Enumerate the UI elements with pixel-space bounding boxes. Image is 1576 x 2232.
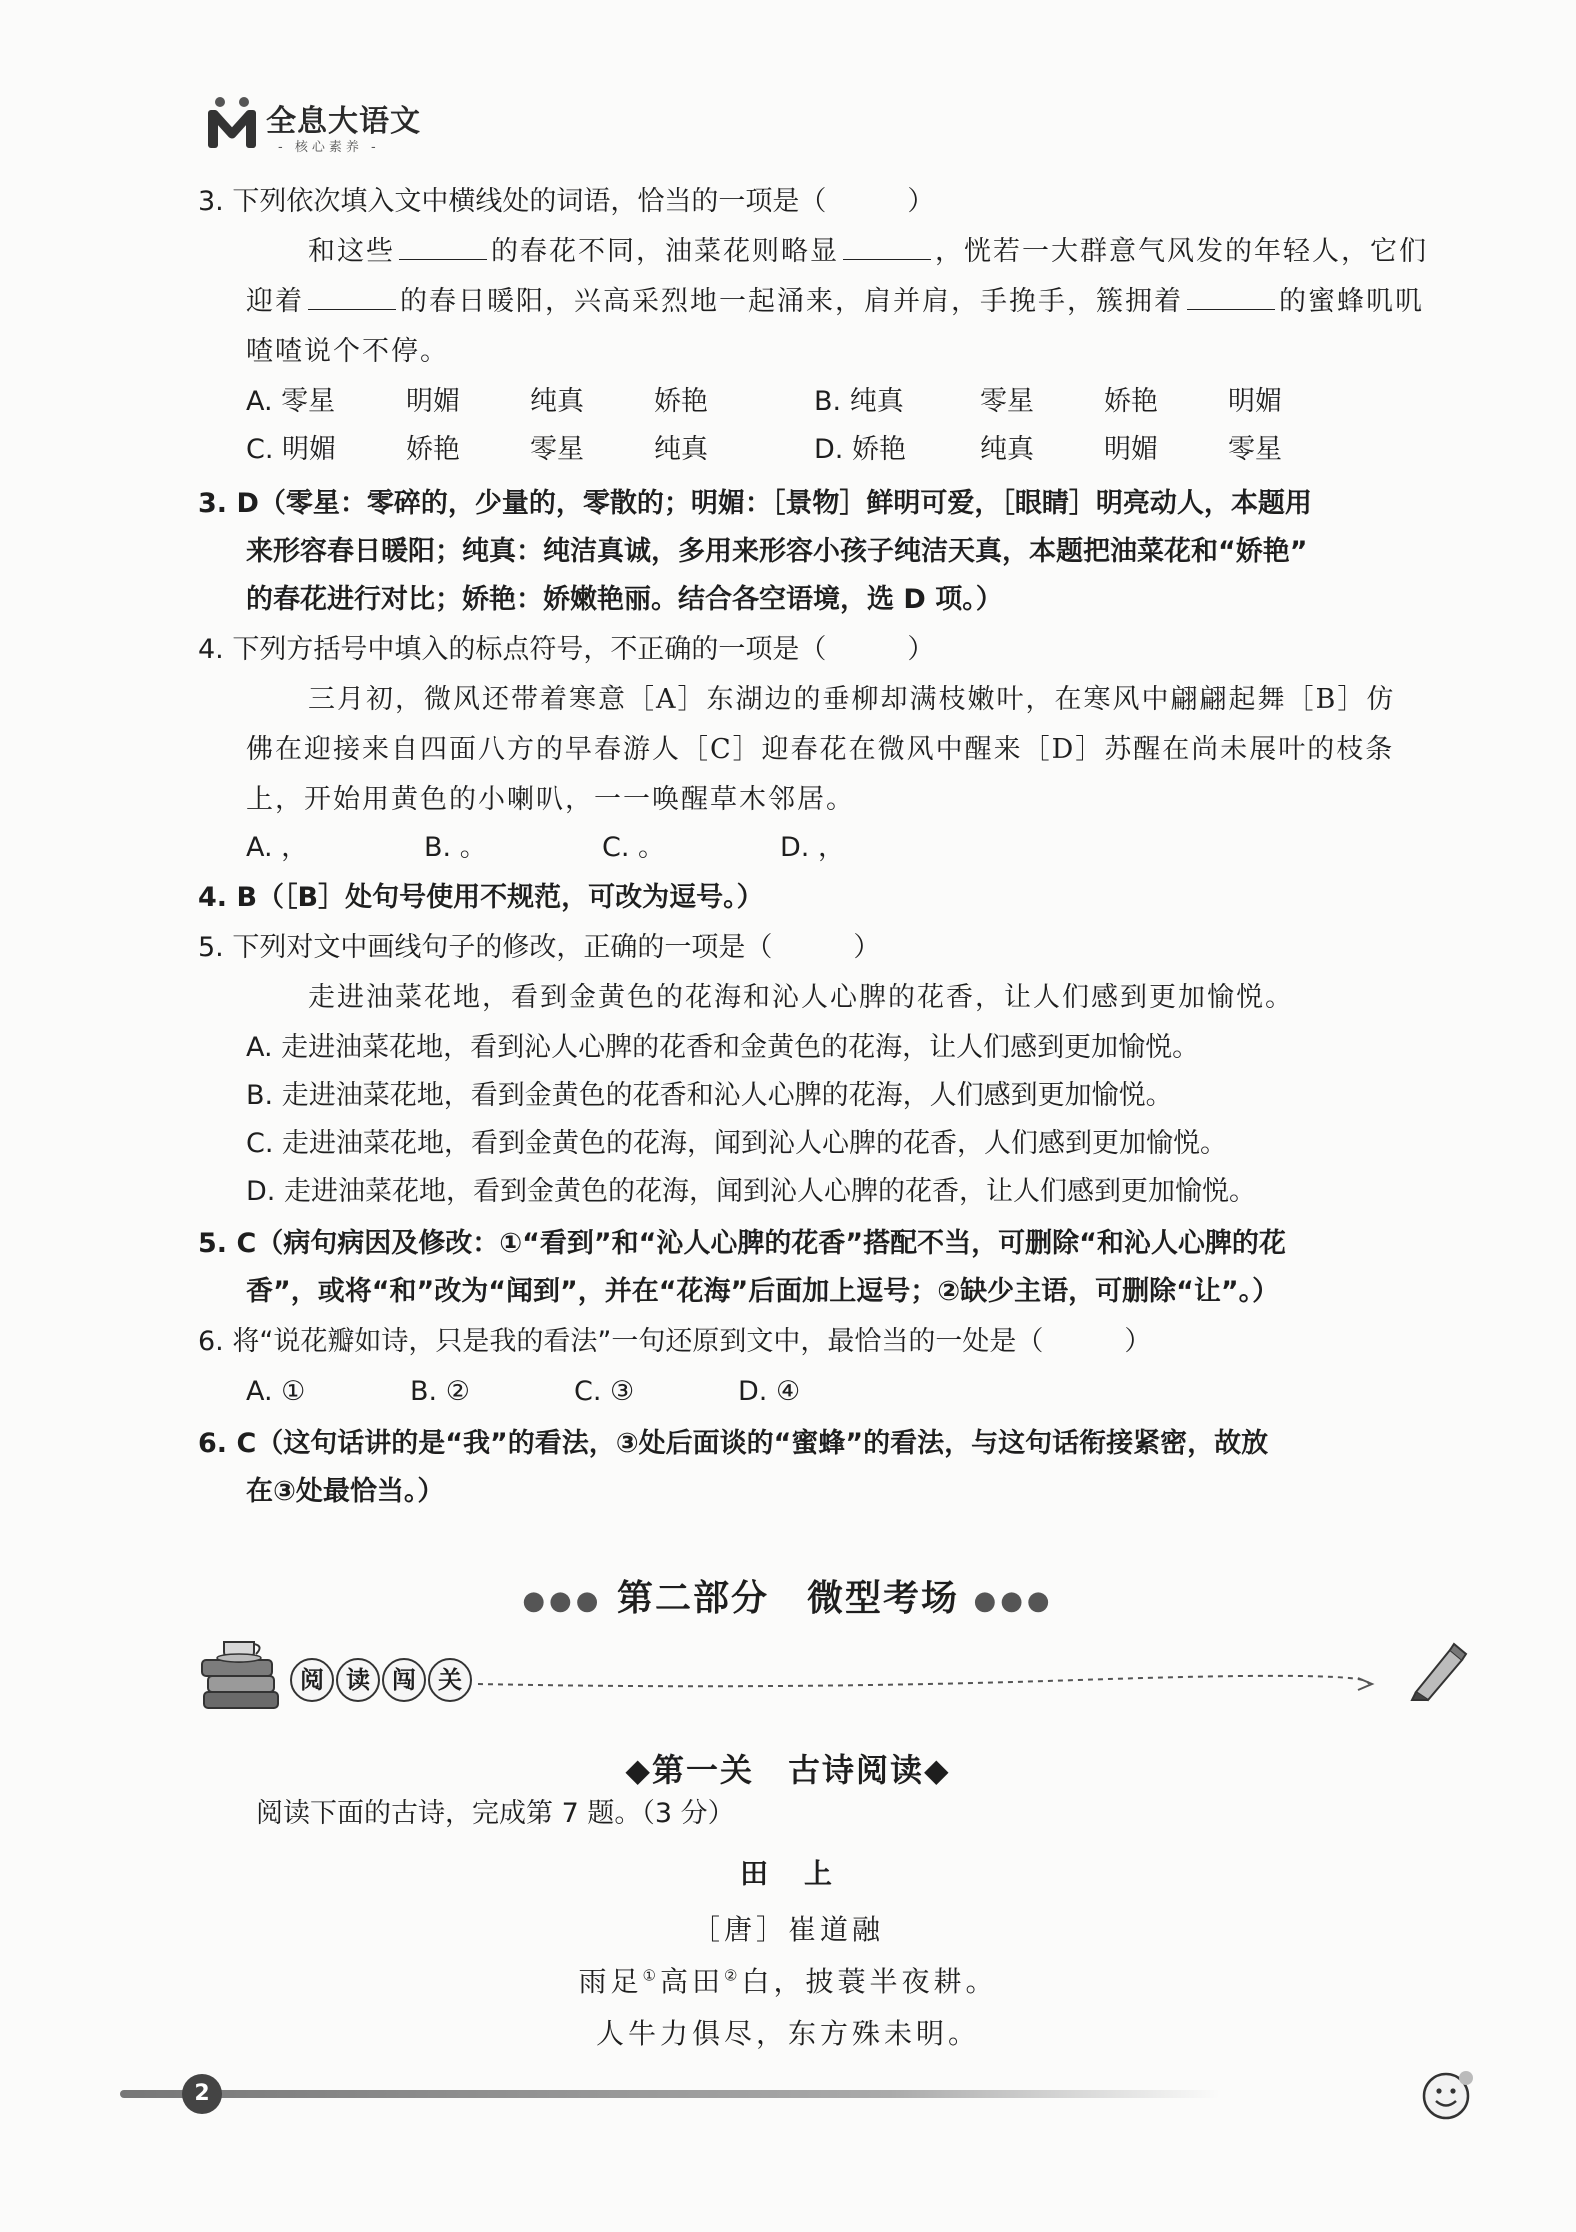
poem-author: ［唐］崔道融 xyxy=(691,1913,884,1946)
books-teacup-icon xyxy=(196,1630,286,1726)
q3-stem: 3. 下列依次填入文中横线处的词语，恰当的一项是（ ） xyxy=(198,186,935,217)
q3-passage-line-3: 喳喳说个不停。 xyxy=(246,336,449,367)
q5-option-b: B. 走进油菜花地，看到金黄色的花香和沁人心脾的花海，人们感到更加愉悦。 xyxy=(246,1080,1173,1111)
q6-options: A. ① B. ② C. ③ D. ④ xyxy=(246,1376,801,1407)
dots-right: ●●● xyxy=(973,1586,1054,1616)
q6-answer-line-1: 6. C（这句话讲的是“我”的看法，③处后面谈的“蜜蜂”的看法，与这句话衔接紧密，故放 xyxy=(198,1428,1269,1459)
footnote-1: ① xyxy=(642,1966,660,1985)
poem-line-2: 人牛力俱尽，东方殊未明。 xyxy=(595,2017,980,2050)
blank-3 xyxy=(308,283,396,310)
q5-stem: 5. 下列对文中画线句子的修改，正确的一项是（ ） xyxy=(198,932,881,963)
q5-answer-line-1: 5. C（病句病因及修改：①“看到”和“沁人心脾的花香”搭配不当，可删除“和沁人心脾的花 xyxy=(198,1228,1286,1259)
poem-title: 田 上 xyxy=(739,1857,836,1890)
poem-line-1: 雨足①高田②白，披蓑半夜耕。 xyxy=(578,1965,998,1998)
page-number-badge xyxy=(182,2074,222,2114)
dashed-path-arrow xyxy=(478,1650,1398,1710)
q6-answer-line-2: 在③处最恰当。） xyxy=(246,1476,445,1507)
q3-passage-line-1: 和这些 的春花不同，油菜花则略显 ，恍若一大群意气风发的年轻人，它们 xyxy=(308,232,1428,272)
pencil-icon xyxy=(1408,1638,1468,1702)
q4-answer: 4. B（［B］处句号使用不规范，可改为逗号。） xyxy=(198,882,764,913)
q6-stem: 6. 将“说花瓣如诗，只是我的看法”一句还原到文中，最恰当的一处是（ ） xyxy=(198,1326,1152,1357)
banner-label xyxy=(290,1658,474,1702)
q3-answer-line-3: 的春花进行对比；娇艳：娇嫩艳丽。结合各空语境，选 D 项。） xyxy=(246,584,1003,615)
blank-4 xyxy=(1187,283,1275,310)
blank-1 xyxy=(399,233,487,260)
brand-logo-icon xyxy=(206,96,258,152)
brand-name: 全息大语文 xyxy=(266,104,421,139)
banner-char-2: 读 xyxy=(336,1658,380,1702)
gate-title: ◆第一关 古诗阅读◆ xyxy=(625,1751,951,1789)
banner-char-1: 阅 xyxy=(290,1658,334,1702)
q4-passage-line-3: 上，开始用黄色的小喇叭，一一唤醒草木邻居。 xyxy=(246,784,855,815)
banner-char-3: 闯 xyxy=(382,1658,426,1702)
brand-tagline: - 核心素养 - xyxy=(278,140,380,155)
q5-option-a: A. 走进油菜花地，看到沁人心脾的花香和金黄色的花海，让人们感到更加愉悦。 xyxy=(246,1032,1200,1063)
part-two-title: 第二部分 微型考场 xyxy=(616,1577,959,1619)
gate-instruction: 阅读下面的古诗，完成第 7 题。（3 分） xyxy=(256,1798,735,1829)
brand-logo xyxy=(200,92,440,162)
footer-rule xyxy=(120,2062,1520,2122)
footnote-2: ② xyxy=(724,1966,742,1985)
q5-sentence: 走进油菜花地，看到金黄色的花海和沁人心脾的花香，让人们感到更加愉悦。 xyxy=(308,982,1294,1013)
page-footer xyxy=(120,2062,1520,2122)
blank-2 xyxy=(843,233,931,260)
q4-options: A. ， B. 。 C. 。 D. ， xyxy=(246,832,845,863)
q3-answer-line-1: 3. D（零星：零碎的，少量的，零散的；明媚：［景物］鲜明可爱，［眼睛］明亮动人，本题用 xyxy=(198,488,1312,519)
smiley-icon xyxy=(1420,2066,1480,2122)
reading-banner xyxy=(196,1630,1476,1730)
q4-stem: 4. 下列方括号中填入的标点符号，不正确的一项是（ ） xyxy=(198,634,935,665)
q5-option-d: D. 走进油菜花地，看到金黄色的花海，闻到沁人心脾的花香，让人们感到更加愉悦。 xyxy=(246,1176,1256,1207)
q4-passage-line-1: 三月初，微风还带着寒意［A］东湖边的垂柳却满枝嫩叶，在寒风中翩翩起舞［B］仿 xyxy=(308,684,1396,715)
dots-left: ●●● xyxy=(522,1586,603,1616)
q4-passage-line-2: 佛在迎接来自四面八方的早春游人［C］迎春花在微风中醒来［D］苏醒在尚未展叶的枝条 xyxy=(246,734,1395,765)
q3-options-row-2: C. 明媚 娇艳 零星 纯真 D. 娇艳 纯真 明媚 零星 xyxy=(246,434,1282,465)
q3-options-row-1: A. 零星 明媚 纯真 娇艳 B. 纯真 零星 娇艳 明媚 xyxy=(246,386,1282,417)
q5-answer-line-2: 香”，或将“和”改为“闻到”，并在“花海”后面加上逗号；②缺少主语，可删除“让”。） xyxy=(246,1276,1280,1307)
page-number: 2 xyxy=(194,2081,210,2106)
banner-char-4: 关 xyxy=(428,1658,472,1702)
q3-answer-line-2: 来形容春日暖阳；纯真：纯洁真诚，多用来形容小孩子纯洁天真，本题把油菜花和“娇艳” xyxy=(246,536,1308,567)
q5-option-c: C. 走进油菜花地，看到金黄色的花海，闻到沁人心脾的花香，人们感到更加愉悦。 xyxy=(246,1128,1228,1159)
q3-passage-line-2: 迎着 的春日暖阳，兴高采烈地一起涌来，肩并肩，手挽手，簇拥着 的蜜蜂叽叽 xyxy=(246,282,1424,322)
part-two-heading xyxy=(0,1570,1576,1621)
